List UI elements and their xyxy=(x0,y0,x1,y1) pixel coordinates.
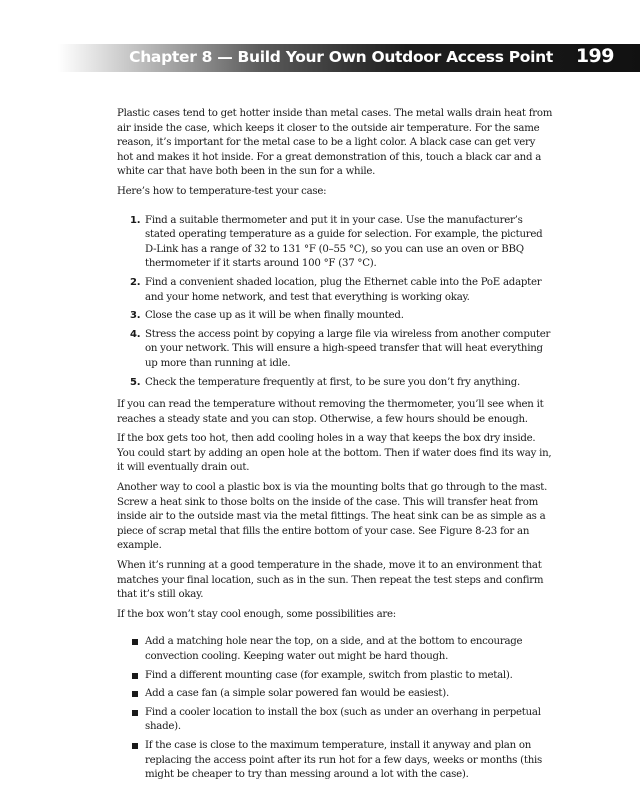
step-item xyxy=(117,376,553,391)
square-bullet-icon xyxy=(132,710,138,716)
chapter-title: Chapter 8 — Build Your Own Outdoor Access Point xyxy=(129,48,553,66)
paragraph: Plastic cases tend to get hotter inside than metal cases. The metal walls drain heat from air inside the case, which keeps it closer to the outside air temperature. For the same reason, it’s important for the metal case to be a light color. A black case can get very hot and makes it hot inside. For a great demonstration of this, touch a black car and a white car that have both been in the sun for a while. xyxy=(117,108,553,178)
step-item xyxy=(117,328,553,372)
page-body xyxy=(117,107,553,787)
paragraph: If the box won’t stay cool enough, some possibilities are: xyxy=(117,608,396,620)
page-number: 199 xyxy=(575,45,614,67)
paragraph: When it’s running at a good temperature in the shade, move it to an environment that matches your final location, such as in the sun. Then repeat the test steps and confirm that it’s still okay. xyxy=(117,560,544,601)
step-item xyxy=(117,309,553,324)
step-text: Find a convenient shaded location, plug the Ethernet cable into the PoE adapter and your home network, and test that everything is working okay. xyxy=(145,276,542,303)
step-number: 1. xyxy=(130,214,141,226)
paragraph: Here’s how to temperature-test your case: xyxy=(117,185,327,197)
square-bullet-icon xyxy=(132,673,138,679)
step-number: 3. xyxy=(130,310,141,322)
bullet-text: Add a matching hole near the top, on a side, and at the bottom to encourage convection cooling. Keeping water out might be hard though. xyxy=(145,636,523,662)
square-bullet-icon xyxy=(132,639,138,645)
bullet-list xyxy=(117,635,553,782)
step-number: 2. xyxy=(130,276,141,288)
bullet-text: If the case is close to the maximum temperature, install it anyway and plan on replacing the access point after its run hot for a few days, weeks or months (this might be cheaper to try than messing around a lot with the case). xyxy=(145,739,543,781)
paragraph: Another way to cool a plastic box is via the mounting bolts that go through to the mast. Screw a heat sink to those bolts on the inside of the case. This will transfer heat from inside air to the outside mast via the metal fittings. The heat sink can be as simple as a piece of scrap metal that fills the entire bottom of your case. See Figure 8-23 for an example. xyxy=(117,482,548,552)
step-number: 5. xyxy=(130,376,141,388)
bullet-item xyxy=(117,687,553,702)
bullet-item xyxy=(117,739,553,783)
square-bullet-icon xyxy=(132,691,138,697)
step-number: 4. xyxy=(130,328,141,340)
bullet-text: Add a case fan (a simple solar powered fan would be easiest). xyxy=(145,688,449,700)
running-header xyxy=(58,44,640,72)
step-text: Stress the access point by copying a large file via wireless from another computer on your network. This will ensure a high-speed transfer that will heat everything up more than running at idle. xyxy=(145,328,551,369)
paragraph: If the box gets too hot, then add cooling holes in a way that keeps the box dry inside. You could start by adding an open hole at the bottom. Then if water does find its way in, it will eventually drain out. xyxy=(117,433,552,474)
numbered-steps xyxy=(117,214,553,391)
step-item xyxy=(117,276,553,305)
bullet-item xyxy=(117,706,553,735)
bullet-text: Find a cooler location to install the box (such as under an overhang in perpetual shade). xyxy=(145,706,541,733)
step-item xyxy=(117,214,553,272)
bullet-item xyxy=(117,669,553,684)
square-bullet-icon xyxy=(132,743,138,749)
step-text: Close the case up as it will be when finally mounted. xyxy=(145,310,404,322)
step-text: Check the temperature frequently at first, to be sure you don’t fry anything. xyxy=(145,376,520,388)
step-text: Find a suitable thermometer and put it in your case. Use the manufacturer’s stated operating temperature as a guide for selection. For example, the pictured D-Link has a range of 32 to 131 °F (0–55 °C), so you can use an oven or BBQ thermometer if it starts around 100 °F (37 °C). xyxy=(145,214,543,270)
bullet-text: Find a different mounting case (for example, switch from plastic to metal). xyxy=(145,669,513,681)
bullet-item xyxy=(117,635,553,664)
paragraph: If you can read the temperature without removing the thermometer, you’ll see when it reaches a steady state and you can stop. Otherwise, a few hours should be enough. xyxy=(117,399,544,425)
